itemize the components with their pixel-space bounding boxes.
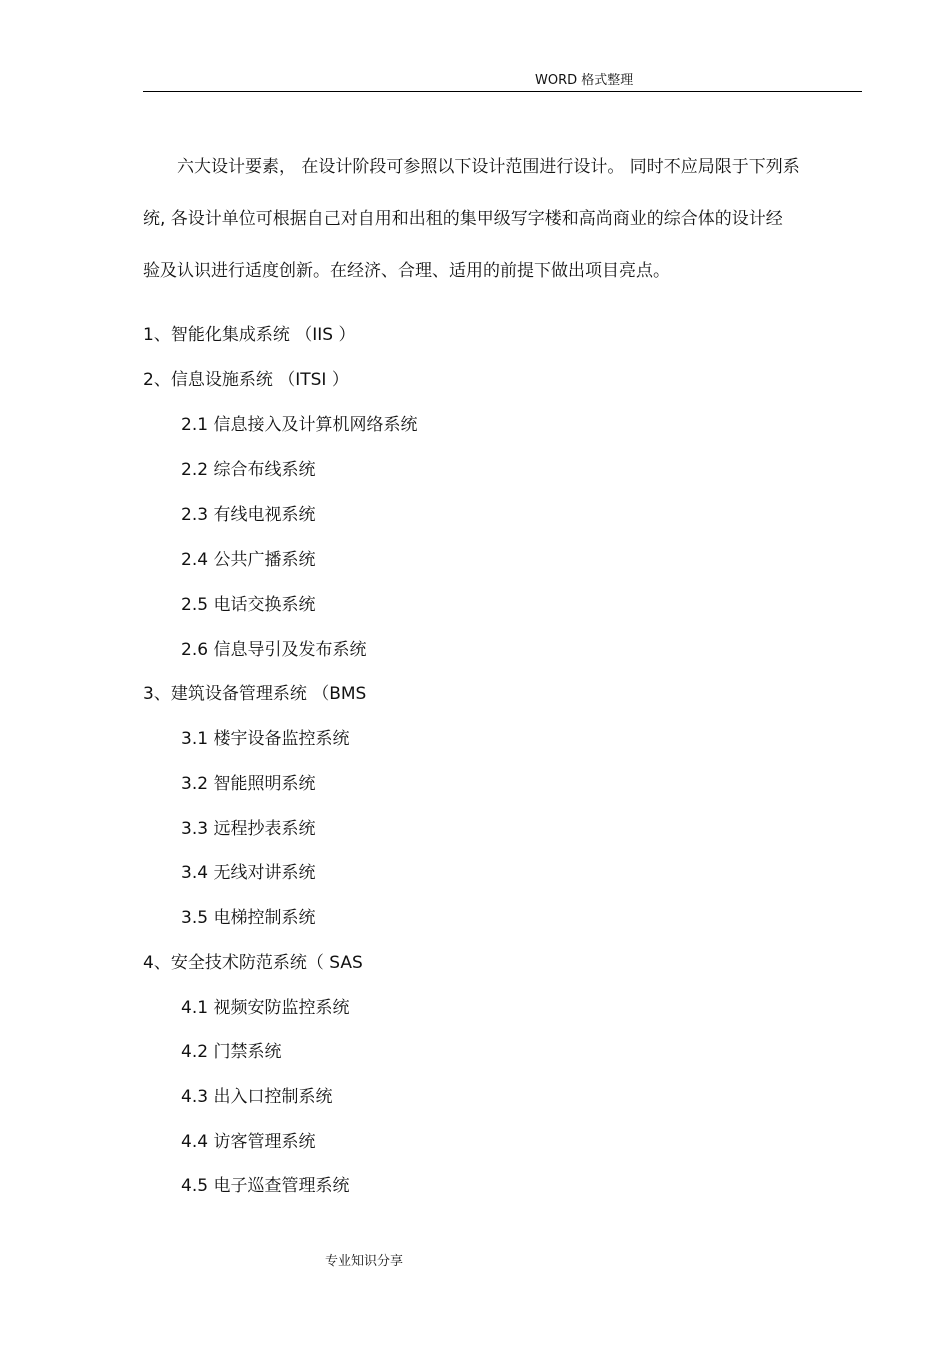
list-item: 3.5 电梯控制系统 — [181, 908, 316, 928]
list-item: 2.6 信息导引及发布系统 — [181, 640, 367, 660]
intro-line-1: 六大设计要素， 在设计阶段可参照以下设计范围进行设计。 同时不应局限于下列系 — [143, 157, 800, 177]
list-item: 2.4 公共广播系统 — [181, 550, 316, 570]
list-item: 3.1 楼宇设备监控系统 — [181, 729, 350, 749]
list-item: 2.1 信息接入及计算机网络系统 — [181, 415, 418, 435]
list-item: 4.1 视频安防监控系统 — [181, 998, 350, 1018]
list-item: 3.4 无线对讲系统 — [181, 863, 316, 883]
list-item: 4.3 出入口控制系统 — [181, 1087, 333, 1107]
list-item: 2、信息设施系统 （ITSI ） — [143, 370, 349, 390]
list-item: 3、建筑设备管理系统 （BMS — [143, 684, 367, 704]
list-item: 3.3 远程抄表系统 — [181, 819, 316, 839]
list-item: 2.2 综合布线系统 — [181, 460, 316, 480]
list-item: 4.4 访客管理系统 — [181, 1132, 316, 1152]
intro-line-3: 验及认识进行适度创新。在经济、合理、适用的前提下做出项目亮点。 — [143, 261, 670, 281]
page-header: WORD 格式整理 — [535, 73, 634, 88]
intro-line-2: 统, 各设计单位可根据自己对自用和出租的集甲级写字楼和高尚商业的综合体的设计经 — [143, 209, 783, 229]
list-item: 2.5 电话交换系统 — [181, 595, 316, 615]
header-rule — [143, 91, 862, 92]
list-item: 3.2 智能照明系统 — [181, 774, 316, 794]
page-footer: 专业知识分享 — [325, 1254, 404, 1269]
list-item: 4.2 门禁系统 — [181, 1042, 282, 1062]
list-item: 4.5 电子巡查管理系统 — [181, 1176, 350, 1196]
list-item: 2.3 有线电视系统 — [181, 505, 316, 525]
list-item: 4、安全技术防范系统（ SAS — [143, 953, 363, 973]
list-item: 1、智能化集成系统 （IIS ） — [143, 325, 356, 345]
